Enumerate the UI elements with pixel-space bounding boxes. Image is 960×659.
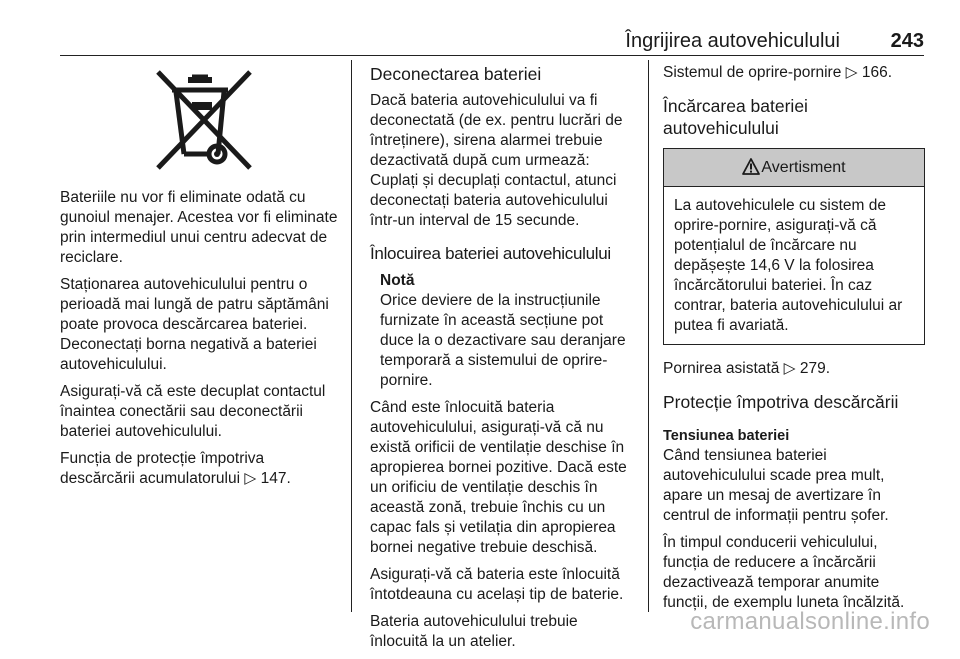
reference-text: Pornirea asistată — [663, 360, 780, 377]
paragraph-low-voltage: Când tensiunea bateriei autovehiculului scade prea mult, apare un mesaj de avertizare în centrul de informații pentru șofer. — [663, 447, 889, 524]
warning-header — [664, 149, 924, 187]
page-reference-arrow-icon[interactable]: ▷ — [845, 64, 858, 81]
reference-text: Sistemul de oprire-pornire — [663, 64, 842, 81]
header-rule — [60, 55, 924, 56]
heading-discharge-protection: Protecție împotriva descărcării — [663, 392, 899, 412]
watermark: carmanualsonline.info — [690, 608, 930, 635]
page-reference-arrow-icon[interactable]: ▷ — [783, 360, 796, 377]
crossed-out-wheelie-bin-icon — [152, 68, 256, 172]
column-divider-2 — [648, 60, 649, 612]
page-reference-arrow-icon[interactable]: ▷ — [244, 470, 257, 487]
column-2 — [370, 63, 636, 659]
warning-body: La autovehiculele cu sistem de oprire-pornire, asigurați-vă că potențialul de încărcare nu depășește 14,6 V la folosirea încărcătorului bateriei. În caz contrar, bateria autovehiculului ar putea fi avariată. — [674, 197, 903, 334]
warning-box — [663, 148, 925, 345]
page-reference-number[interactable]: 166. — [861, 64, 893, 81]
paragraph-parking-long: Staționarea autovehiculului pentru o perioadă mai lungă de patru săptămâni poate provoca descărcarea bateriei. Deconectați borna negativă a bateriei autovehiculului. — [60, 276, 329, 373]
note-title: Notă — [380, 272, 415, 289]
paragraph-stop-start-ref — [663, 63, 925, 83]
heading-charging-battery: Încărcarea bateriei autovehiculului — [663, 96, 808, 138]
paragraph-ignition-off: Asigurați-vă că este decuplat contactul înaintea conectării sau deconectării bateriei autovehiculului. — [60, 383, 326, 440]
page-reference-number[interactable]: 279. — [799, 360, 831, 377]
page-number: 243 — [890, 30, 924, 52]
subheading-battery-voltage: Tensiunea bateriei — [663, 428, 790, 444]
column-divider-1 — [351, 60, 352, 612]
reference-text: Funcția de protecție împotriva descărcării acumulatorului — [60, 450, 265, 487]
paragraph-battery-disposal: Bateriile nu vor fi eliminate odată cu gunoiul menajer. Acestea vor fi eliminate prin intermediul unui centru adecvat de reciclare. — [60, 189, 338, 266]
warning-title: Avertisment — [761, 159, 846, 176]
paragraph-same-type: Asigurați-vă că bateria este înlocuită întotdeauna cu același tip de baterie. — [370, 566, 624, 603]
paragraph-jump-start-ref — [663, 359, 925, 379]
paragraph-vent-holes: Când este înlocuită bateria autovehiculului, asigurați-vă că nu există orificii de ventilație deschise în apropierea bornei pozitive. Dacă este un orificiu de ventilație deschis în această zonă, trebuie închis cu un capac fals și vetilația din apropierea bornei negative trebuie deschisă. — [370, 399, 627, 556]
paragraph-disconnect-battery: Dacă bateria autovehiculului va fi deconectată (de ex. pentru lucrări de întreținere), sirena alarmei trebuie dezactivată după cum urmează: Cuplați și decuplați contactul, atunci deconectați bateria autovehiculului într-un interval de 15 secunde. — [370, 92, 623, 229]
column-1 — [60, 63, 340, 496]
page-reference-number[interactable]: 147. — [260, 470, 291, 487]
running-header-title: Îngrijirea autovehiculului — [625, 30, 840, 52]
note-body: Orice deviere de la instrucțiunile furnizate în această secțiune pot duce la o dezactivare sau deranjare temporară a sistemului de oprire-pornire. — [380, 292, 626, 389]
column-3 — [663, 63, 925, 620]
note-block — [380, 271, 636, 391]
paragraph-load-reduction: În timpul conducerii vehiculului, funcția de reducere a încărcării dezactivează temporar anumite funcții, de exemplu luneta încălzită. — [663, 534, 905, 611]
heading-disconnect-battery: Deconectarea bateriei — [370, 64, 542, 84]
paragraph-workshop: Bateria autovehiculului trebuie înlocuită la un atelier. — [370, 613, 578, 650]
paragraph-discharge-protection-ref — [60, 449, 340, 489]
warning-triangle-icon — [742, 158, 760, 175]
heading-replace-battery: Înlocuirea bateriei autovehiculului — [370, 244, 611, 263]
